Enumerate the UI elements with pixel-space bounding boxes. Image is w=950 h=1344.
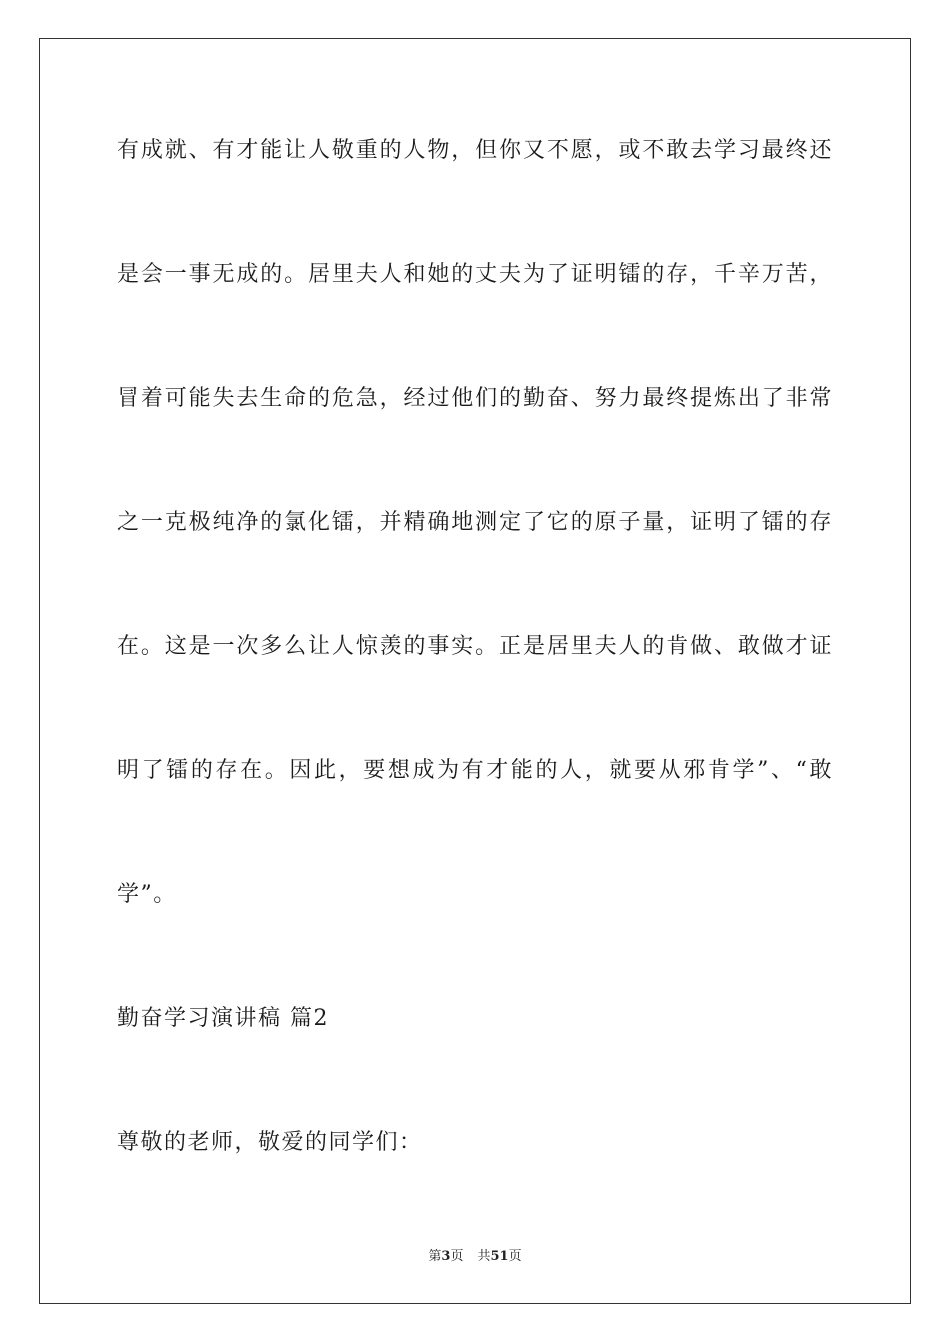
body-line-5: 在。这是一次多么让人惊羡的事实。正是居里夫人的肯做、敢做才证 [117,634,833,659]
total-prefix: 共 [477,1249,491,1264]
page-suffix: 页 [450,1249,464,1264]
body-line-1: 有成就、有才能让人敬重的人物，但你又不愿，或不敢去学习最终还 [117,138,833,163]
body-line-7: 学”。 [117,882,177,907]
body-line-2: 是会一事无成的。居里夫人和她的丈夫为了证明镭的存，千辛万苦， [117,262,833,287]
page-total: 51 [490,1249,509,1264]
body-line-6: 明了镭的存在。因此，要想成为有才能的人，就要从邪肯学”、“敢 [117,758,833,783]
body-line-4: 之一克极纯净的氯化镭，并精确地测定了它的原子量，证明了镭的存 [117,510,833,535]
greeting-line: 尊敬的老师，敬爱的同学们： [117,1130,423,1155]
total-suffix: 页 [508,1249,522,1264]
section-heading: 勤奋学习演讲稿 篇2 [117,1006,329,1031]
body-line-3: 冒着可能失去生命的危急，经过他们的勤奋、努力最终提炼出了非常 [117,386,833,411]
page-border [39,38,911,1304]
page-prefix: 第 [428,1249,442,1264]
page-current: 3 [441,1249,451,1264]
page-footer [0,1248,950,1266]
